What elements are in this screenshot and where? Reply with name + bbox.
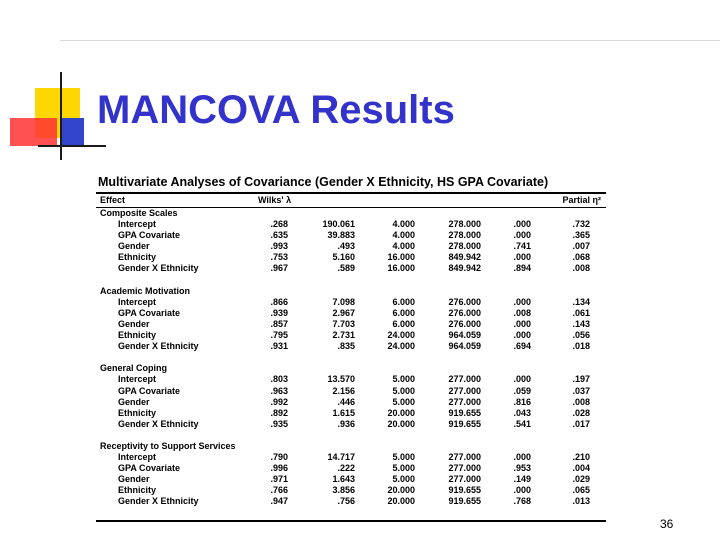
table-row [100,230,590,241]
stat-cell: .866 [270,296,288,307]
stat-cell: .004 [572,463,590,474]
stat-cell: .857 [270,318,288,329]
stat-cell: .059 [513,385,531,396]
effect-label: Gender X Ethnicity [118,341,199,352]
stat-cell: .953 [513,463,531,474]
group-heading: General Coping [100,363,168,374]
stat-cell: 5.000 [392,385,415,396]
stat-cell: .939 [270,307,288,318]
table-row [100,419,590,430]
stat-cell: .931 [270,341,288,352]
table-row [100,496,590,507]
table-bottom-rule [96,520,606,522]
stat-cell: 919.655 [448,496,481,507]
stat-cell: .037 [572,385,590,396]
effect-label: GPA Covariate [118,385,181,396]
stat-cell: .753 [270,252,288,263]
stat-cell: 4.000 [392,241,415,252]
stat-cell: 919.655 [448,485,481,496]
stat-cell: 277.000 [448,463,481,474]
stat-cell: .029 [572,474,590,485]
stat-cell: 919.655 [448,418,481,429]
stat-cell: 39.883 [327,230,355,241]
stat-cell: 1.643 [332,474,355,485]
stat-cell: 24.000 [387,341,415,352]
stat-cell: .835 [337,341,355,352]
table-row [100,297,590,308]
stat-cell: .000 [513,374,531,385]
table-row [100,219,590,230]
effect-label: Ethnicity [118,330,157,341]
stat-cell: 20.000 [387,407,415,418]
stat-cell: .816 [513,396,531,407]
stat-cell: .892 [270,407,288,418]
effect-label: Intercept [118,296,157,307]
stat-cell: 5.000 [392,374,415,385]
stat-cell: 3.856 [332,485,355,496]
stat-cell: 5.000 [392,474,415,485]
stat-cell: .493 [337,241,355,252]
stat-cell: 16.000 [387,252,415,263]
stat-cell: .766 [270,485,288,496]
stat-cell: .803 [270,374,288,385]
stat-cell: 7.098 [332,296,355,307]
stat-cell: .971 [270,474,288,485]
stat-cell: .028 [572,407,590,418]
stat-cell: .013 [572,496,590,507]
stat-cell: 13.570 [327,374,355,385]
stat-cell: 5.000 [392,452,415,463]
mancova-table [100,208,590,508]
stat-cell: .222 [337,463,355,474]
stat-cell: .043 [513,407,531,418]
stat-cell: .056 [572,330,590,341]
effect-label: Gender [118,241,150,252]
stat-cell: .795 [270,330,288,341]
slide-title: MANCOVA Results [97,88,455,132]
stat-cell: 4.000 [392,219,415,230]
stat-cell: .446 [337,396,355,407]
stat-cell: .635 [270,230,288,241]
table-row [100,330,590,341]
stat-cell: .000 [513,485,531,496]
stat-cell: .589 [337,263,355,274]
group-heading: Receptivity to Support Services [100,440,236,451]
group-heading: Academic Motivation [100,285,191,296]
stat-cell: 278.000 [448,241,481,252]
group-heading-row [100,441,590,452]
table-row [100,252,590,263]
stat-cell: .741 [513,241,531,252]
stat-cell: 7.703 [332,318,355,329]
stat-cell: 277.000 [448,374,481,385]
table-row [100,341,590,352]
group-heading: Composite Scales [100,208,178,218]
stat-cell: .947 [270,496,288,507]
header-effect: Effect [100,195,126,205]
stat-cell: .768 [513,496,531,507]
stat-cell: 20.000 [387,485,415,496]
stat-cell: 278.000 [448,219,481,230]
effect-label: Ethnicity [118,252,157,263]
stat-cell: 190.061 [322,219,355,230]
stat-cell: 20.000 [387,418,415,429]
header-wilks: Wilks' λ [258,195,292,205]
stat-cell: 1.615 [332,407,355,418]
stat-cell: .000 [513,330,531,341]
stat-cell: .143 [572,318,590,329]
stat-cell: 2.967 [332,307,355,318]
stat-cell: .000 [513,252,531,263]
stat-cell: 4.000 [392,230,415,241]
table-header [100,195,605,207]
stat-cell: .008 [572,263,590,274]
stat-cell: 24.000 [387,330,415,341]
stat-cell: .210 [572,452,590,463]
stat-cell: 5.160 [332,252,355,263]
stat-cell: 276.000 [448,318,481,329]
stat-cell: .963 [270,385,288,396]
stat-cell: .000 [513,296,531,307]
effect-label: Ethnicity [118,407,157,418]
table-row [100,485,590,496]
table-row [100,308,590,319]
group-heading-row [100,286,590,297]
header-partial-eta: Partial η² [562,195,601,205]
stat-cell: .993 [270,241,288,252]
group-spacer [100,275,590,286]
stat-cell: .000 [513,318,531,329]
stat-cell: 276.000 [448,296,481,307]
stat-cell: .996 [270,463,288,474]
stat-cell: 14.717 [327,452,355,463]
stat-cell: .018 [572,341,590,352]
stat-cell: .000 [513,219,531,230]
effect-label: GPA Covariate [118,307,181,318]
stat-cell: .936 [337,418,355,429]
table-caption: Multivariate Analyses of Covariance (Gender X Ethnicity, HS GPA Covariate) [98,175,549,189]
effect-label: Gender [118,318,150,329]
logo-red-square [10,118,57,146]
stat-cell: .967 [270,263,288,274]
stat-cell: .732 [572,219,590,230]
effect-label: Ethnicity [118,485,157,496]
table-row [100,263,590,274]
stat-cell: .008 [513,307,531,318]
effect-label: Gender [118,396,150,407]
effect-label: GPA Covariate [118,463,181,474]
stat-cell: .017 [572,418,590,429]
logo-horizontal-line [38,145,106,147]
stat-cell: 277.000 [448,452,481,463]
stat-cell: 16.000 [387,263,415,274]
table-row [100,474,590,485]
stat-cell: 277.000 [448,396,481,407]
stat-cell: .935 [270,418,288,429]
group-heading-row [100,363,590,374]
stat-cell: 964.059 [448,330,481,341]
effect-label: Gender X Ethnicity [118,418,199,429]
group-heading-row [100,208,590,219]
stat-cell: 276.000 [448,307,481,318]
stat-cell: 5.000 [392,396,415,407]
stat-cell: .061 [572,307,590,318]
stat-cell: .134 [572,296,590,307]
stat-cell: .694 [513,341,531,352]
stat-cell: 6.000 [392,296,415,307]
stat-cell: .992 [270,396,288,407]
slide-logo [0,0,110,170]
page-number: 36 [660,517,674,531]
stat-cell: 2.156 [332,385,355,396]
stat-cell: 277.000 [448,385,481,396]
group-spacer [100,352,590,363]
table-row [100,319,590,330]
stat-cell: 2.731 [332,330,355,341]
table-row [100,408,590,419]
table-row [100,386,590,397]
effect-label: Gender X Ethnicity [118,263,199,274]
stat-cell: .756 [337,496,355,507]
stat-cell: .000 [513,452,531,463]
stat-cell: .008 [572,396,590,407]
effect-label: Intercept [118,219,157,230]
stat-cell: 277.000 [448,474,481,485]
effect-label: Gender X Ethnicity [118,496,199,507]
table-row [100,374,590,385]
stat-cell: 278.000 [448,230,481,241]
table-row [100,463,590,474]
stat-cell: 849.942 [448,252,481,263]
stat-cell: .065 [572,485,590,496]
stat-cell: 849.942 [448,263,481,274]
table-row [100,452,590,463]
stat-cell: .894 [513,263,531,274]
top-divider [60,40,720,41]
table-row [100,397,590,408]
table-top-rule [96,192,606,194]
stat-cell: .197 [572,374,590,385]
stat-cell: 5.000 [392,463,415,474]
stat-cell: .149 [513,474,531,485]
effect-label: Intercept [118,374,157,385]
stat-cell: .268 [270,219,288,230]
stat-cell: 964.059 [448,341,481,352]
stat-cell: .000 [513,230,531,241]
stat-cell: 6.000 [392,318,415,329]
logo-blue-square [60,118,84,146]
group-spacer [100,430,590,441]
stat-cell: 20.000 [387,496,415,507]
stat-cell: .541 [513,418,531,429]
effect-label: Intercept [118,452,157,463]
stat-cell: .007 [572,241,590,252]
effect-label: GPA Covariate [118,230,181,241]
stat-cell: .068 [572,252,590,263]
stat-cell: .365 [572,230,590,241]
effect-label: Gender [118,474,150,485]
table-row [100,241,590,252]
stat-cell: 919.655 [448,407,481,418]
stat-cell: 6.000 [392,307,415,318]
stat-cell: .790 [270,452,288,463]
